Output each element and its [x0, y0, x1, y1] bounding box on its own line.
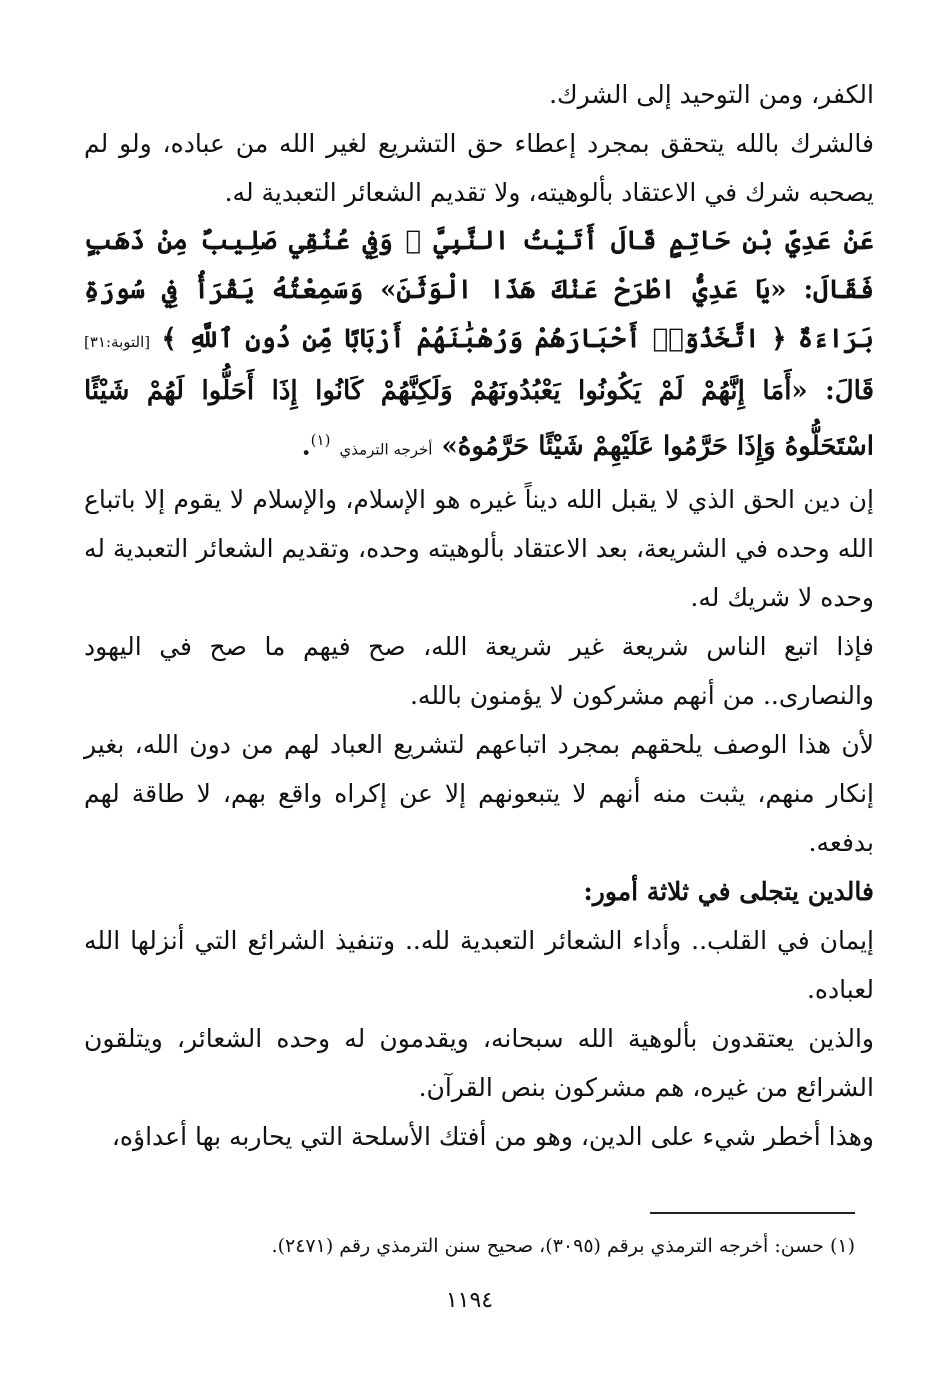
hadith-text: عَنْ عَدِيِّ بْنِ حَاتِمٍ قَالَ أَتَيْتُ النَّبِيَّ ﷺ وَفِي عُنُقِي صَلِيبٌ مِنْ ذَهَبٍ فَقَالَ: «يَا عَدِيُّ اطْرَحْ عَنْكَ هَذَا الْوَثَنَ» وَسَمِعْتُهُ يَقْرَأُ فِي سُورَةِ بَرَاءَةٌ ﴿ اتَّخَذُوٓا۟ أَحْبَارَهُمْ وَرُهْبَٰنَهُمْ أَرْبَابًا مِّن دُونِ ٱللَّهِ ﴾ — [84, 226, 875, 354]
footnote-divider — [650, 1212, 855, 1214]
paragraph-1: الكفر، ومن التوحيد إلى الشرك. — [549, 80, 874, 109]
quran-reference: [التوبة:٣١] — [84, 333, 151, 351]
page-number: ١١٩٤ — [445, 1288, 494, 1313]
paragraph-3: إن دين الحق الذي لا يقبل الله ديناً غيره هو الإسلام، والإسلام لا يقوم إلا باتباع الله وحده في الشريعة، بعد الاعتقاد بألوهيته وحده، وتقديم الشعائر التعبدية له وحده لا شريك له. — [84, 484, 874, 612]
footnote: (١) حسن: أخرجه الترمذي برقم (٣٠٩٥)، صحيح سنن الترمذي رقم (٢٤٧١). — [271, 1235, 855, 1257]
paragraph-2: فالشرك بالله يتحقق بمجرد إعطاء حق التشريع لغير الله من عباده، ولو لم يصحبه شرك في الاعتقاد بألوهيته، ولا تقديم الشعائر التعبدية له. — [84, 129, 874, 207]
page-body — [84, 70, 874, 1161]
hadith-continuation: قَالَ: «أَمَا إِنَّهُمْ لَمْ يَكُونُوا يَعْبُدُونَهُمْ وَلَكِنَّهُمْ كَانُوا إِذَا أَحَلُّوا لَهُمْ شَيْئًا اسْتَحَلُّوهُ وَإِذَا حَرَّمُوا عَلَيْهِمْ شَيْئًا حَرَّمُوهُ» — [84, 376, 874, 462]
footnote-marker: (١) — [310, 431, 331, 449]
paragraph-6: إيمان في القلب.. وأداء الشعائر التعبدية لله.. وتنفيذ الشرائع التي أنزلها الله لعباده. — [84, 925, 874, 1004]
paragraph-8: وهذا أخطر شيء على الدين، وهو من أفتك الأسلحة التي يحاربه بها أعداؤه، — [111, 1121, 874, 1151]
section-heading: فالدين يتجلى في ثلاثة أمور: — [583, 876, 874, 906]
paragraph-5: لأن هذا الوصف يلحقهم بمجرد اتباعهم لتشريع العباد لهم من دون الله، بغير إنكار منهم، يثبت منه أنهم لا يتبعونهم إلا عن إكراه واقع بهم، لا طاقة لهم بدفعه. — [84, 729, 874, 857]
hadith-block: عَنْ عَدِيِّ بْنِ حَاتِمٍ قَالَ أَتَيْتُ النَّبِيَّ ﷺ وَفِي عُنُقِي صَلِيبٌ مِنْ ذَهَبٍ فَقَالَ: «يَا عَدِيُّ اطْرَحْ عَنْكَ هَذَا الْوَثَنَ» وَسَمِعْتُهُ يَقْرَأُ فِي سُورَةِ بَرَاءَةٌ ﴿ اتَّخَذُوٓا۟ أَحْبَارَهُمْ وَرُهْبَٰنَهُمْ أَرْبَابًا مِّن دُونِ ٱللَّهِ ﴾ [التوبة:٣١] قَالَ: «أَمَا إِنَّهُمْ لَمْ يَكُونُوا يَعْبُدُونَهُمْ وَلَكِنَّهُمْ كَانُوا إِذَا أَحَلُّوا لَهُمْ شَيْئًا اسْتَحَلُّوهُ وَإِذَا حَرَّمُوا عَلَيْهِمْ شَيْئًا حَرَّمُوهُ» أخرجه الترمذي $^{(١)}$. — [84, 226, 875, 462]
paragraph-7: والذين يعتقدون بألوهية الله سبحانه، ويقدمون له وحده الشعائر، ويتلقون الشرائع من غيره، هم مشركون بنص القرآن. — [84, 1023, 874, 1102]
hadith-source: أخرجه الترمذي — [339, 440, 433, 459]
paragraph-4: فإذا اتبع الناس شريعة غير شريعة الله، صح فيهم ما صح في اليهود والنصارى.. من أنهم مشركون لا يؤمنون بالله. — [84, 631, 874, 710]
